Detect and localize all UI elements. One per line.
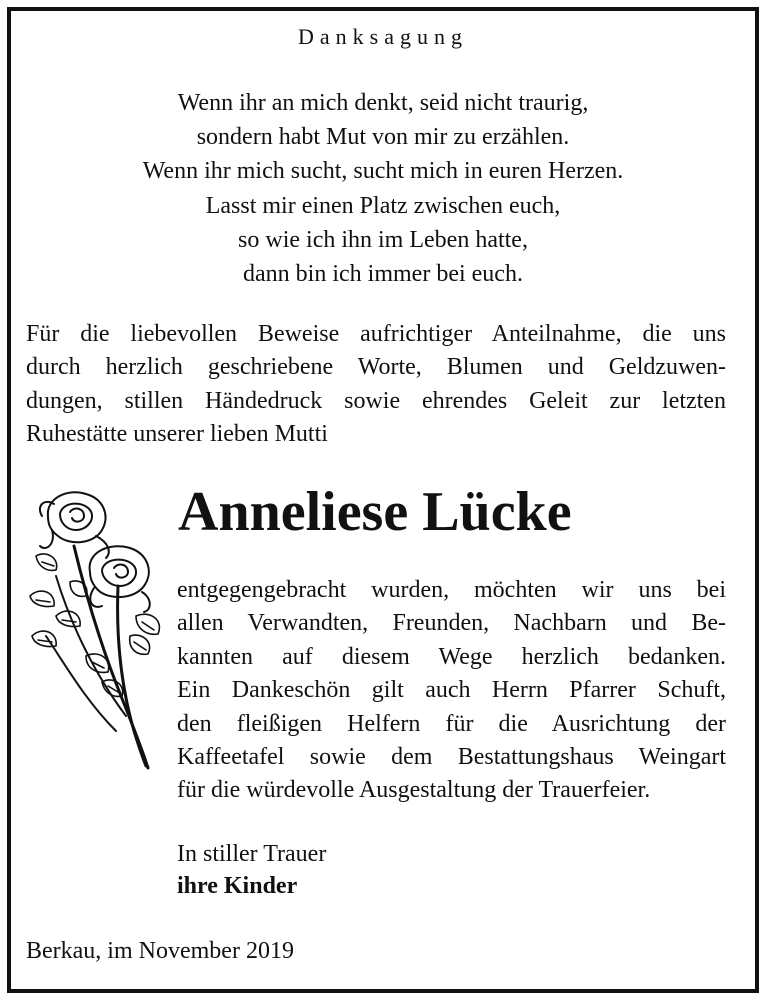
rose-middle	[90, 546, 150, 612]
thanks-line: allen Verwandten, Freunden, Nachbarn und Be-	[177, 610, 726, 637]
thanks-line: den fleißigen Helfern für die Ausrichtung der	[177, 710, 726, 737]
signature-line: In stiller Trauer	[177, 841, 327, 867]
poem	[0, 86, 766, 291]
poem-line: Wenn ihr mich sucht, sucht mich in euren Herzen.	[142, 158, 624, 185]
roses-illustration	[26, 486, 176, 776]
deceased-name: Anneliese Lücke	[178, 481, 572, 543]
intro-line: Ruhestätte unserer lieben Mutti	[26, 420, 328, 447]
intro-line: dungen, stillen Händedruck sowie ehrendes Geleit zur letzten	[26, 387, 726, 414]
thanks-paragraph	[177, 574, 726, 808]
notice-heading: Danksagung	[298, 24, 468, 49]
poem-line: dann bin ich immer bei euch.	[243, 261, 523, 288]
poem-line: Wenn ihr an mich denkt, seid nicht traurig,	[177, 90, 589, 116]
thanks-line: für die würdevolle Ausgestaltung der Trauerfeier.	[177, 777, 651, 804]
thanks-line: entgegengebracht wurden, möchten wir uns bei	[177, 577, 726, 603]
thanks-line: Kaffeetafel sowie dem Bestattungshaus Weingart	[177, 744, 726, 771]
intro-line: durch herzlich geschriebene Worte, Blumen und Geldzuwen-	[26, 354, 726, 381]
signature-block	[177, 838, 326, 902]
poem-line: sondern habt Mut von mir zu erzählen.	[196, 124, 570, 151]
intro-paragraph	[26, 318, 726, 451]
poem-line: Lasst mir einen Platz zwischen euch,	[205, 192, 561, 219]
poem-line: so wie ich ihn im Leben hatte,	[238, 226, 528, 253]
place-date: Berkau, im November 2019	[26, 938, 294, 964]
signature-names: ihre Kinder	[177, 873, 298, 899]
thanks-line: Ein Dankeschön gilt auch Herrn Pfarrer Schuft,	[177, 677, 726, 704]
thanks-line: kannten auf diesem Wege herzlich bedanken.	[177, 643, 726, 670]
intro-line: Für die liebevollen Beweise aufrichtiger Anteilnahme, die uns	[26, 321, 726, 347]
